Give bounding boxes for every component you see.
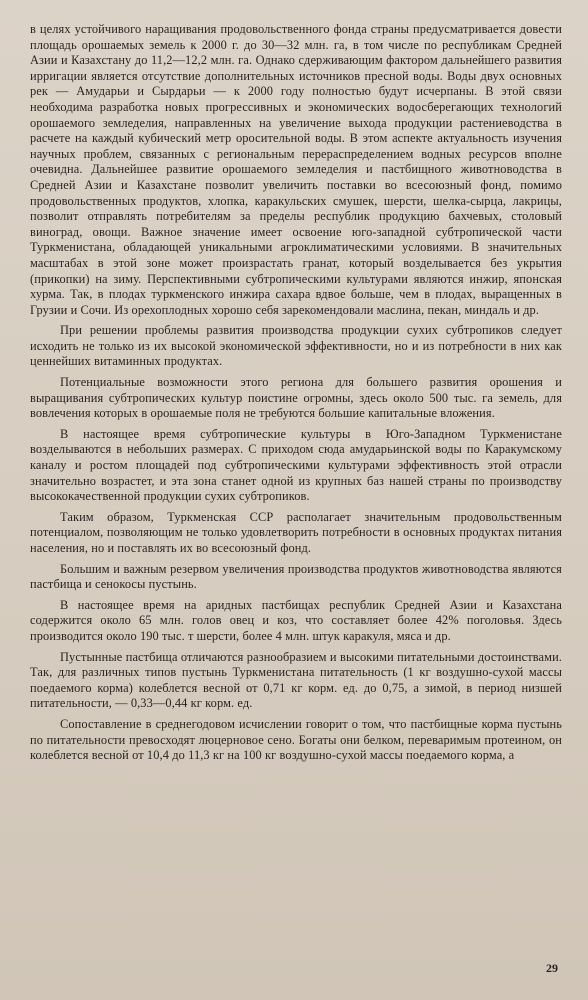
paragraph-6: Большим и важным резервом увеличения производства продуктов животноводства являются пастбища и сенокосы пустынь. [30,561,562,592]
body-text [30,22,562,764]
paragraph-2: При решении проблемы развития производства продукции сухих субтропиков следует исходить не только из их высокой экономической эффективности, но и из потребности в них как ценнейших витаминных продуктах. [30,323,562,369]
paragraph-8: Пустынные пастбища отличаются разнообразием и высокими питательными достоинствами. Так, для различных типов пустынь Туркменистана питательность (1 кг воздушно-сухой массы поедаемого корма) колеблется весной от 0,71 кг корм. ед. до 0,75, а зимой, в период низшей питательности, — 0,33—0,44 кг корм. ед. [30,649,562,711]
paragraph-1: в целях устойчивого наращивания продовольственного фонда страны предусматривается довести площадь орошаемых земель к 2000 г. до 30—32 млн. га, в том числе по республикам Средней Азии и Казахстану до 11,2—12,2 млн. га. Однако сдерживающим фактором дальнейшего развития ирригации является отсутствие дополнительных источников пресной воды. Воды двух основных рек — Амударьи и Сырдарьи — к 2000 году полностью будут исчерпаны. В этой связи необходима разработка новых прогрессивных и экономических водосберегающих технологий орошаемого земледелия, направленных на увеличение выхода продукции растениеводства в расчете на каждый кубический метр оросительной воды. В этом аспекте актуальность изучения научных проблем, связанных с региональным перераспределением водных ресурсов вполне очевидна. Дальнейшее развитие орошаемого земледелия и пастбищного животноводства в Средней Азии и Казахстане позволит увеличить поставки во всесоюзный фонд, помимо продовольственных продуктов, хлопка, каракульских смушек, шерсти, шелка-сырца, лакрицы, позволит отправлять потребителям за пределы республик продукцию бахчевых, столовый виноград, овощи. Важное значение имеет освоение юго-западной субтропической части Туркменистана, обладающей уникальными агроклиматическими условиями. В значительных масштабах в этой зоне может произрастать гранат, который возделывается без укрытия (прикопки) на зиму. Перспективными субтропическими культурами являются инжир, японская хурма. Так, в плодах туркменского инжира сахара вдвое больше, чем в плодах, выращенных в Грузии и Сочи. Из орехоплодных хорошо себя зарекомендовали маслина, пекан, миндаль и др. [30,22,562,317]
paragraph-4: В настоящее время субтропические культуры в Юго-Западном Туркменистане возделываются в небольших размерах. С приходом сюда амударьинской воды по Каракумскому каналу и ростом площадей под субтропическими культурами эффективность этой отрасли значительно возрастет, и эта зона станет одной из крупных баз нашей страны по производству высококачественной продукции сухих субтропиков. [30,426,562,504]
paragraph-5: Таким образом, Туркменская ССР располагает значительным продовольственным потенциалом, позволяющим не только удовлетворить потребности в основных продуктах питания населения, но и поставлять их во всесоюзный фонд. [30,509,562,555]
paragraph-9: Сопоставление в среднегодовом исчислении говорит о том, что пастбищные корма пустынь по питательности превосходят люцерновое сено. Богаты они белком, переваримым протеином, он колеблется весной от 10,4 до 11,3 кг на 100 кг воздушно-сухой массы поедаемого корма, а [30,716,562,763]
page-number: 29 [546,961,558,975]
paragraph-7: В настоящее время на аридных пастбищах республик Средней Азии и Казахстана содержится около 65 млн. голов овец и коз, что составляет более 42% поголовья. Здесь производится около 190 тыс. т шерсти, более 4 млн. штук каракуля, мяса и др. [30,597,562,643]
paragraph-3: Потенциальные возможности этого региона для большего развития орошения и выращивания субтропических культур поистине огромны, здесь около 500 тыс. га земель, для вовлечения которых в орошаемые поля не требуются большие капитальные вложения. [30,375,562,421]
